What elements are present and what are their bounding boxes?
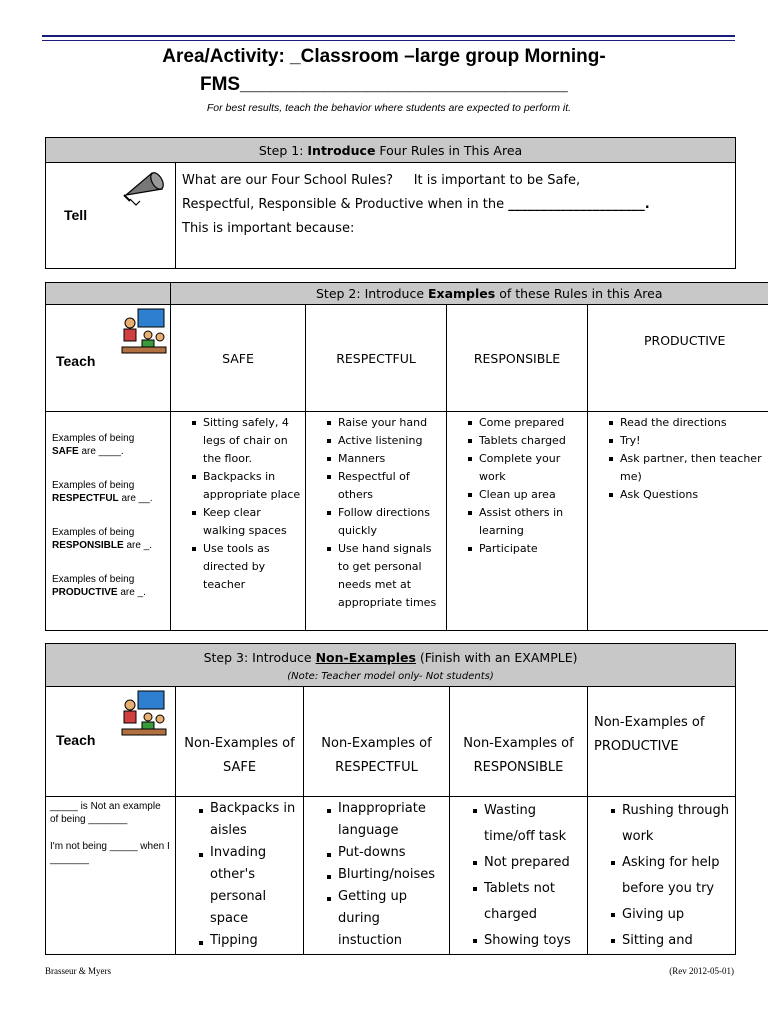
step2-heading-post: of these Rules in this Area xyxy=(495,286,663,301)
list-item: Tipping xyxy=(210,930,299,952)
nonex-respectful-header: Non-Examples of RESPECTFUL xyxy=(304,687,450,797)
safe-examples xyxy=(171,412,306,631)
step3-heading-post: (Finish with an EXAMPLE) xyxy=(415,650,578,665)
prompt-respectful-post: are __. xyxy=(118,493,153,504)
step3-note: (Note: Teacher model only- Not students) xyxy=(287,671,494,682)
list-item: Sitting safely, 4 legs of chair on the floor. xyxy=(203,414,301,468)
prompt-responsible-bold: RESPONSIBLE xyxy=(52,540,124,551)
list-item: Tablets charged xyxy=(479,432,583,450)
nonex-productive-header: Non-Examples of PRODUCTIVE xyxy=(588,687,736,797)
top-rule xyxy=(42,35,735,37)
teach-label: Teach xyxy=(56,353,96,369)
prompt-safe-bold: SAFE xyxy=(52,446,79,457)
list-item: Complete your work xyxy=(479,450,583,486)
step3-prompts xyxy=(46,797,176,955)
prompt-productive xyxy=(52,573,170,599)
list-item: Read the directions xyxy=(620,414,768,432)
list-item: Keep clear walking spaces xyxy=(203,504,301,540)
list-item: Clean up area xyxy=(479,486,583,504)
footer-revision: (Rev 2012-05-01) xyxy=(669,966,734,976)
productive-examples xyxy=(588,412,768,631)
prompt-responsible-post: are _. xyxy=(123,540,153,551)
list-item: Come prepared xyxy=(479,414,583,432)
list-item: Not prepared xyxy=(484,850,583,876)
prompt-safe xyxy=(52,432,170,458)
list-item: Respectful of others xyxy=(338,468,442,504)
list-item: Backpacks in aisles xyxy=(210,798,299,842)
list-item: Backpacks in appropriate place xyxy=(203,468,301,504)
step3-heading-line xyxy=(46,646,735,670)
step3-heading-bold: Non-Examples xyxy=(315,650,416,665)
list-item: Tablets not charged xyxy=(484,876,583,928)
list-item: Sitting and xyxy=(622,928,731,954)
nonex-safe-list xyxy=(176,797,304,955)
prompt-productive-post: are _. xyxy=(117,587,146,598)
page-subtitle: For best results, teach the behavior where students are expected to perform it. xyxy=(206,102,572,114)
nonex-productive-list xyxy=(588,797,736,955)
prompt-productive-pre: Examples of being xyxy=(52,574,135,585)
nonex-responsible-header: Non-Examples of RESPONSIBLE xyxy=(450,687,588,797)
step1-heading-pre: Step 1: xyxy=(258,142,308,158)
list-item: Invading other's personal space xyxy=(210,842,299,930)
list-item: Showing toys xyxy=(484,928,583,954)
col-safe-header: SAFE xyxy=(171,305,306,412)
list-item: Ask Questions xyxy=(620,486,768,504)
list-item: Follow directions quickly xyxy=(338,504,442,540)
list-item: Assist others in learning xyxy=(479,504,583,540)
step2-heading-pre: Step 2: Introduce xyxy=(316,286,428,301)
prompt-respectful xyxy=(52,479,170,505)
step3-heading xyxy=(46,644,736,687)
list-item: Wasting time/off task xyxy=(484,798,583,850)
nonex-prompt2: I'm not being _____ when I _______ xyxy=(50,841,170,865)
prompt-safe-post: are ____. xyxy=(78,446,124,457)
step1-label-cell xyxy=(46,163,176,269)
responsible-examples xyxy=(447,412,588,631)
list-item: Inappropriate language xyxy=(338,798,445,842)
teach-label-2: Teach xyxy=(56,732,96,748)
top-rule-thin xyxy=(42,40,735,41)
nonex-respectful-list xyxy=(304,797,450,955)
list-item: Giving up xyxy=(622,902,731,928)
nonex-prompt1: _____ is Not an example of being _______ xyxy=(50,801,161,825)
nonex-responsible-list xyxy=(450,797,588,955)
col-respectful-header: RESPECTFUL xyxy=(306,305,447,412)
list-item: Blurting/noises xyxy=(338,864,445,886)
prompt-responsible-pre: Examples of being xyxy=(52,527,135,538)
step2-prompts xyxy=(46,412,171,631)
list-item: Use hand signals to get personal needs met at appropriate times xyxy=(338,540,442,612)
classroom-icon xyxy=(120,307,168,359)
megaphone-icon xyxy=(120,167,170,209)
list-item: Ask partner, then teacher me) xyxy=(620,450,768,486)
list-item: Put-downs xyxy=(338,842,445,864)
list-item: Try! xyxy=(620,432,768,450)
step3-heading-pre: Step 3: Introduce xyxy=(203,650,316,665)
step1-heading-bold: Introduce xyxy=(307,142,376,158)
list-item: Active listening xyxy=(338,432,442,450)
step3-label-cell xyxy=(46,687,176,797)
step1-line2 xyxy=(182,193,735,217)
step1-line2-blank: _____________________. xyxy=(508,197,650,212)
prompt-productive-bold: PRODUCTIVE xyxy=(52,587,118,598)
step1-line2-text: Respectful, Responsible & Productive when in the xyxy=(182,197,509,212)
page-title: Area/Activity: _Classroom –large group Morning- xyxy=(162,46,606,67)
step3-table xyxy=(45,643,736,955)
step1-line3: This is important because: xyxy=(182,221,355,236)
list-item: Getting up during instuction xyxy=(338,886,445,952)
step2-label-cell xyxy=(46,305,171,412)
respectful-examples xyxy=(306,412,447,631)
step2-heading-bold: Examples xyxy=(428,286,496,301)
tell-label: Tell xyxy=(64,207,88,223)
list-item: Asking for help before you try xyxy=(622,850,731,902)
step2-heading xyxy=(171,283,768,305)
step1-table xyxy=(45,137,736,269)
list-item: Raise your hand xyxy=(338,414,442,432)
step1-content xyxy=(176,163,736,269)
col-responsible-header: RESPONSIBLE xyxy=(447,305,588,412)
footer-authors: Brasseur & Myers xyxy=(45,966,111,976)
list-item: Use tools as directed by teacher xyxy=(203,540,301,594)
list-item: Manners xyxy=(338,450,442,468)
prompt-respectful-pre: Examples of being xyxy=(52,480,135,491)
prompt-respectful-bold: RESPECTFUL xyxy=(52,493,119,504)
step1-heading-post: Four Rules in This Area xyxy=(375,142,523,158)
step2-heading-blank xyxy=(46,283,171,305)
classroom-icon xyxy=(120,689,168,741)
prompt-responsible xyxy=(52,526,170,552)
nonex-safe-header: Non-Examples of SAFE xyxy=(176,687,304,797)
prompt-safe-pre: Examples of being xyxy=(52,433,135,444)
col-productive-header: PRODUCTIVE xyxy=(588,305,768,412)
step1-heading xyxy=(46,138,736,163)
list-item: Rushing through work xyxy=(622,798,731,850)
page-title-line2: FMS_______________________________ xyxy=(200,74,568,95)
step2-table xyxy=(45,282,768,631)
list-item: Participate xyxy=(479,540,583,558)
step1-line1: What are our Four School Rules? It is important to be Safe, xyxy=(182,173,581,188)
